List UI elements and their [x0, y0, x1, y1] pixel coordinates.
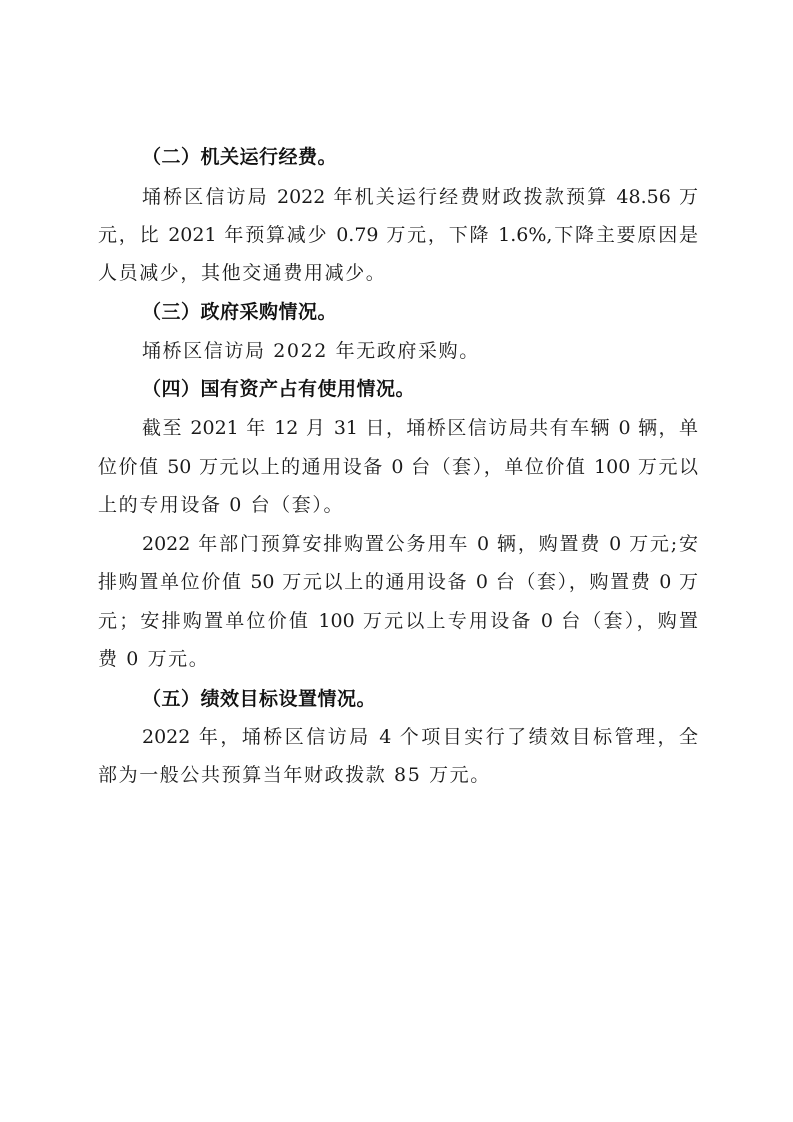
- paragraph-line: 元，比 2021 年预算减少 0.79 万元，下降 1.6%,下降主要原因是: [98, 224, 698, 246]
- paragraph-line: 部为一般公共预算当年财政拨款 85 万元。: [98, 764, 491, 786]
- paragraph-line: 人员减少，其他交通费用减少。: [98, 262, 387, 284]
- paragraph-line: 埇桥区信访局 2022 年机关运行经费财政拨款预算 48.56 万: [142, 186, 698, 208]
- section-heading-3: （三）政府采购情况。: [142, 301, 338, 323]
- paragraph-line: 费 0 万元。: [98, 648, 210, 670]
- paragraph-line: 排购置单位价值 50 万元以上的通用设备 0 台（套），购置费 0 万: [98, 571, 698, 593]
- paragraph-line: 元；安排购置单位价值 100 万元以上专用设备 0 台（套），购置: [98, 610, 698, 632]
- section-heading-5: （五）绩效目标设置情况。: [142, 688, 377, 710]
- section-heading-4: （四）国有资产占有使用情况。: [142, 378, 416, 400]
- paragraph-line: 位价值 50 万元以上的通用设备 0 台（套），单位价值 100 万元以: [98, 456, 698, 478]
- paragraph-line: 埇桥区信访局 2022 年无政府采购。: [142, 340, 480, 362]
- paragraph-line: 截至 2021 年 12 月 31 日，埇桥区信访局共有车辆 0 辆，单: [142, 417, 698, 439]
- paragraph-line: 2022 年部门预算安排购置公务用车 0 辆，购置费 0 万元;安: [142, 533, 698, 555]
- section-heading-2: （二）机关运行经费。: [142, 146, 338, 168]
- paragraph-line: 上的专用设备 0 台（套）。: [98, 494, 345, 516]
- paragraph-line: 2022 年，埇桥区信访局 4 个项目实行了绩效目标管理，全: [142, 726, 698, 748]
